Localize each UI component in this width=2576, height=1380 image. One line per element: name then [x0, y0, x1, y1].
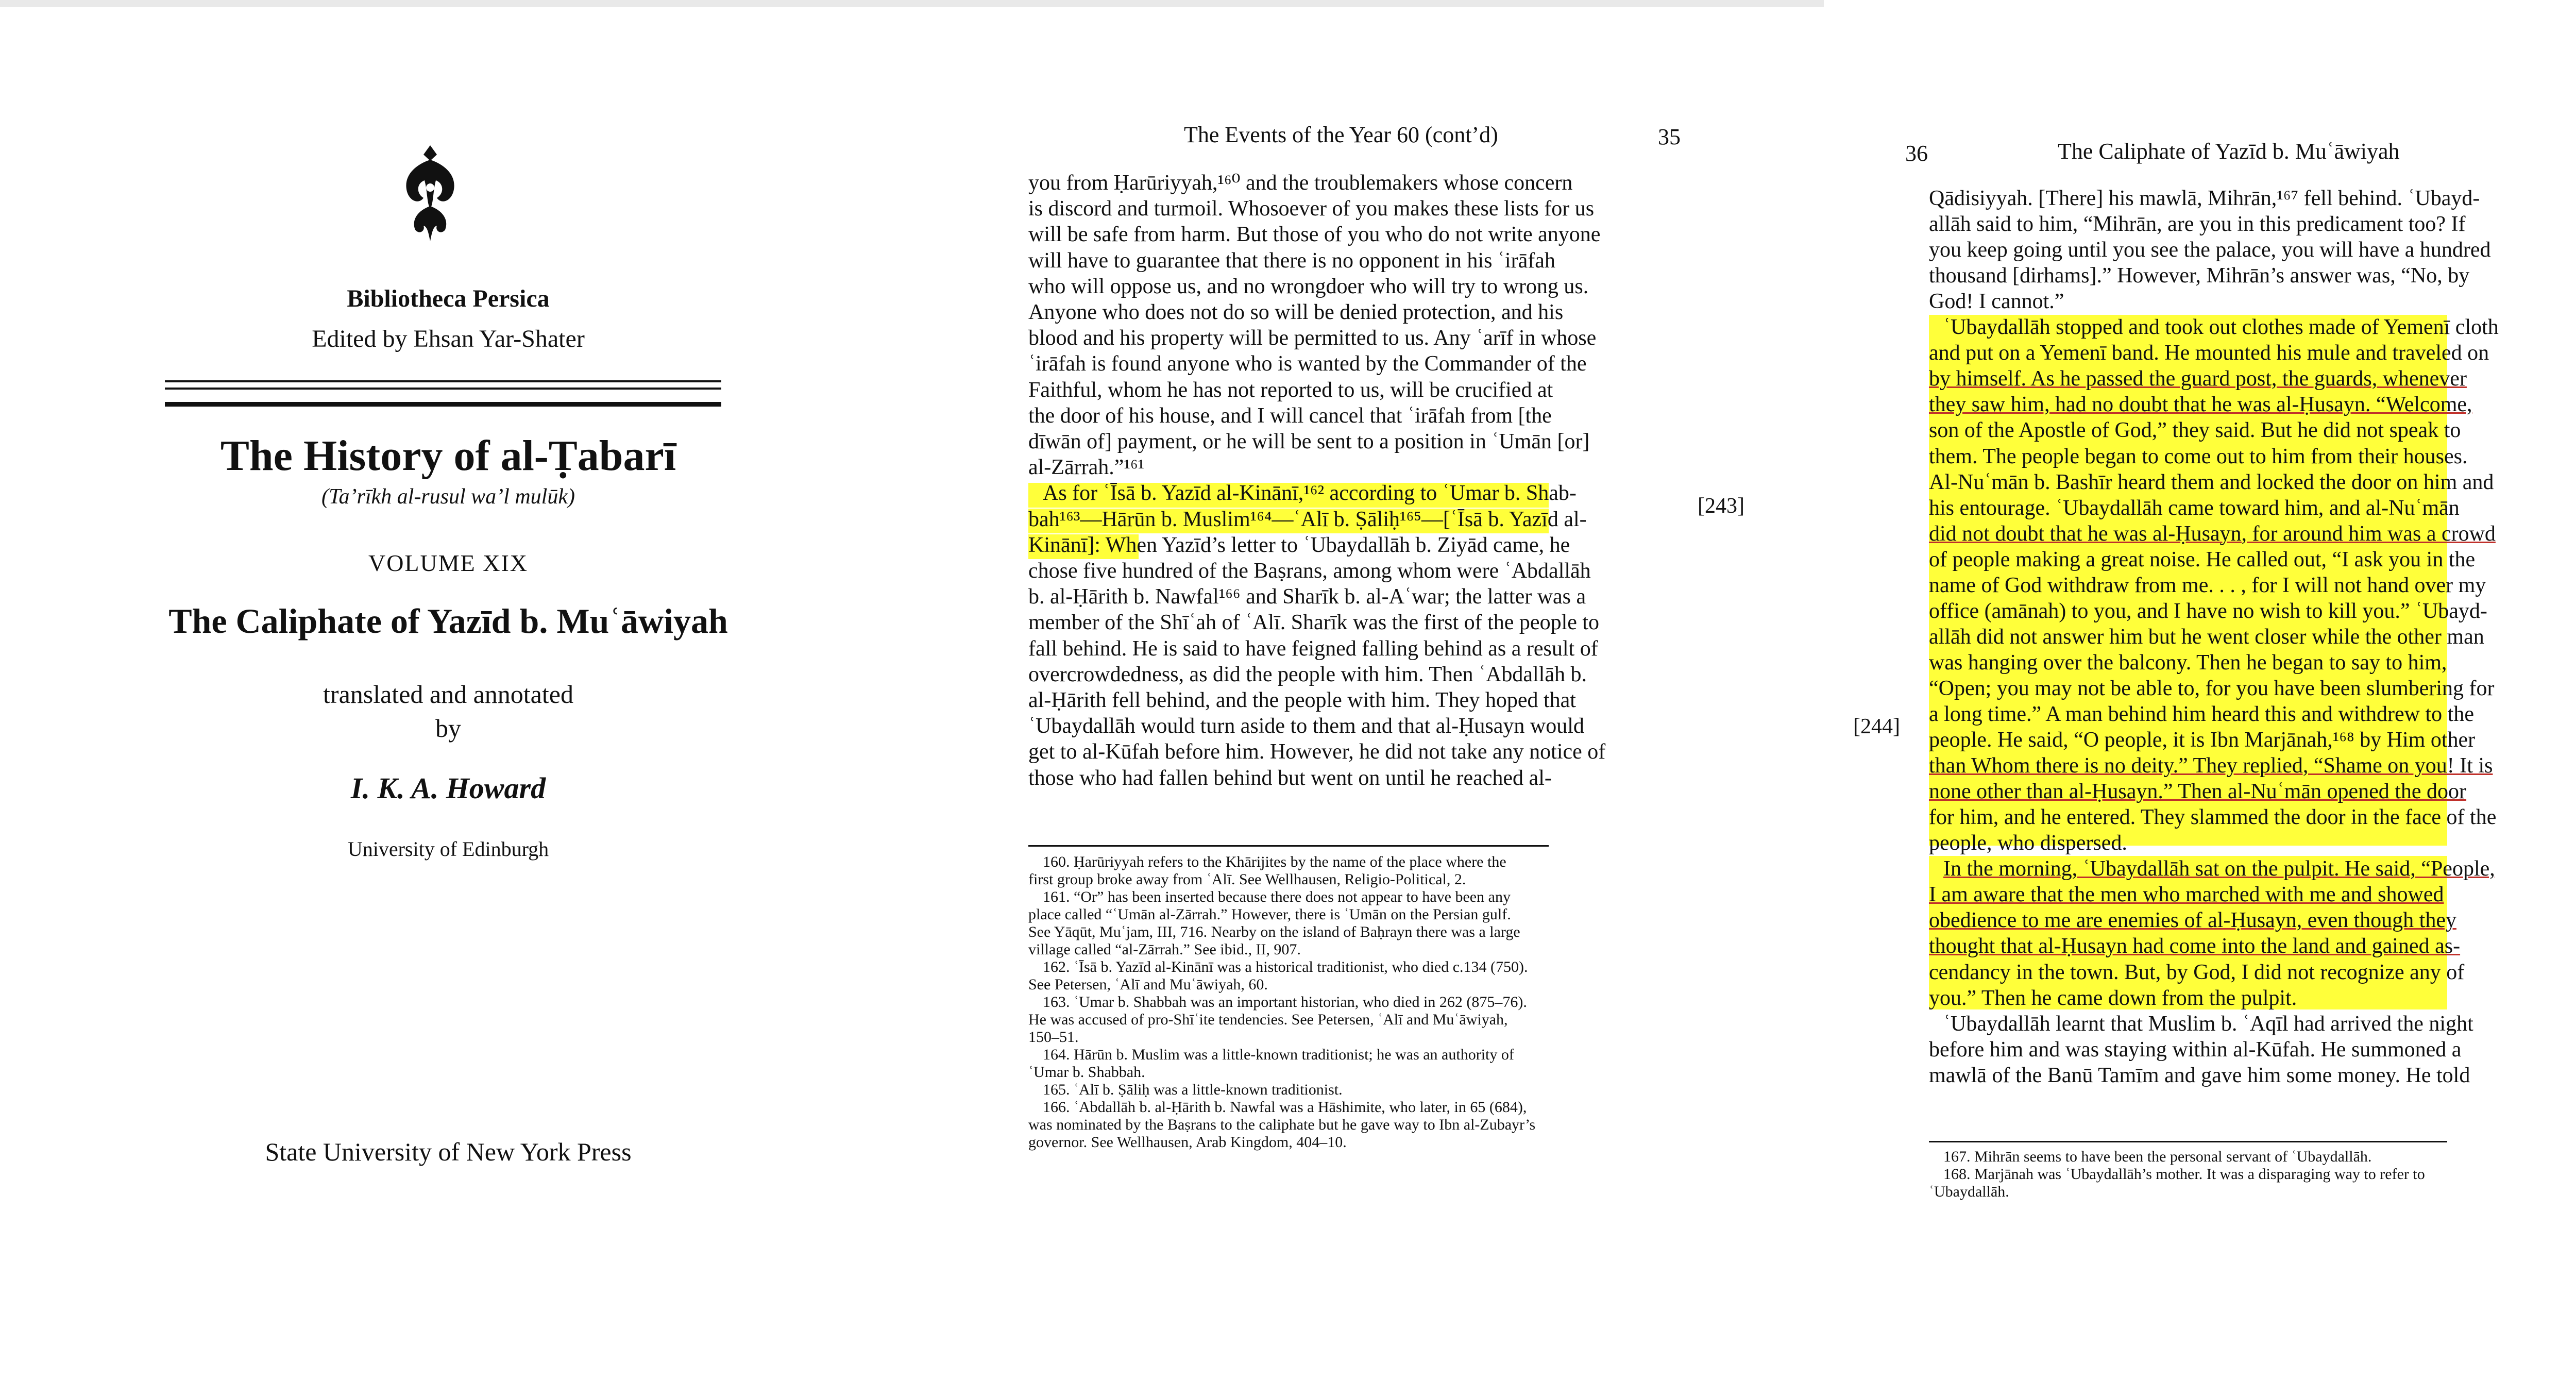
text-line: they saw him, had no doubt that he was al-Ḥusayn. “Welcome,	[1929, 393, 2472, 417]
title-rule-bottom	[165, 402, 721, 407]
text-line: for him, and he entered. They slammed the door in the face of the	[1929, 805, 2497, 830]
text-line: obedience to me are enemies of al-Ḥusayn, even though they	[1929, 908, 2456, 933]
footnote-line: 164. Hārūn b. Muslim was a little-known traditionist; he was an authority of	[1043, 1046, 1514, 1063]
text-line: office (amānah) to you, and I have no wish to kill you.” ʿUbayd-	[1929, 599, 2487, 623]
text-line: blood and his property will be permitted to us. Any ʿarīf in whose	[1028, 326, 1597, 350]
footnote-line: 160. Ḥarūriyyah refers to the Khārijites by the name of the place where the	[1043, 853, 1506, 870]
text-line: ʿUbaydallāh learnt that Muslim b. ʿAqīl had arrived the night	[1943, 1012, 2473, 1036]
footnote-line: 150–51.	[1028, 1029, 1079, 1046]
footnote-line: 168. Marjānah was ʿUbaydallāh’s mother. It was a disparaging way to refer to	[1943, 1166, 2425, 1183]
book-title: The History of al-Ṭabarī	[220, 432, 676, 480]
text-line: his entourage. ʿUbaydallāh came toward him, and al-Nuʿmān	[1929, 496, 2460, 520]
volume-label: VOLUME XIX	[368, 550, 528, 576]
text-line: fall behind. He is said to have feigned falling behind as a result of	[1028, 636, 1598, 661]
text-line: will be safe from harm. But those of you who do not write anyone	[1028, 223, 1601, 247]
text-line: them. The people began to come out to him from their houses.	[1929, 444, 2468, 468]
text-line: a long time.” A man behind him heard this and withdrew to the	[1929, 702, 2474, 726]
page-36	[1824, 0, 2576, 1380]
text-line: you from Ḥarūriyyah,¹⁶⁰ and the troublemakers whose concern	[1028, 171, 1573, 195]
text-line: I am aware that the men who marched with me and showed	[1929, 883, 2444, 907]
footnote-rule	[1929, 1141, 2447, 1142]
text-line: ʿirāfah is found anyone who is wanted by the Commander of the	[1028, 352, 1587, 376]
footnote-line: 165. ʿAlī b. Ṣāliḥ was a little-known traditionist.	[1043, 1081, 1343, 1098]
text-line: In the morning, ʿUbaydallāh sat on the pulpit. He said, “People,	[1943, 857, 2495, 881]
footnote-line: first group broke away from ʿAlī. See Wellhausen, Religio-Political, 2.	[1028, 871, 1466, 888]
footnote-line: 162. ʿĪsā b. Yazīd al-Kinānī was a historical traditionist, who died c.134 (750).	[1043, 958, 1528, 975]
running-header: The Caliphate of Yazīd b. Muʿāwiyah	[2058, 139, 2400, 164]
footnote-line: 166. ʿAbdallāh b. al-Ḥārith b. Nawfal was a Hāshimite, who later, in 65 (684),	[1043, 1099, 1527, 1116]
text-line: thousand [dirhams].” However, Mihrān’s answer was, “No, by	[1929, 264, 2470, 288]
ornament-icon	[397, 144, 464, 242]
footnote-line: See Yāqūt, Muʿjam, III, 716. Nearby on the island of Baḥrayn there was a large	[1028, 923, 1520, 940]
running-header: The Events of the Year 60 (cont’d)	[1184, 122, 1498, 147]
text-line: allāh said to him, “Mihrān, are you in this predicament too? If	[1929, 212, 2466, 237]
text-line: and put on a Yemenī band. He mounted his mule and traveled on	[1929, 341, 2489, 365]
page-number: 35	[1658, 124, 1681, 149]
text-line: son of the Apostle of God,” they said. But he did not speak to	[1929, 418, 2461, 443]
editor-line: Edited by Ehsan Yar-Shater	[312, 325, 585, 352]
text-line: before him and was staying within al-Kūfah. He summoned a	[1929, 1037, 2462, 1062]
footnote-line: village called “al-Zārrah.” See ibid., II, 907.	[1028, 941, 1301, 958]
margin-page-ref: [243]	[1698, 494, 1744, 518]
book-subtitle: (Ta’rīkh al-rusul wa’l mulūk)	[321, 485, 575, 509]
page-35	[896, 0, 1824, 1380]
author-name: I. K. A. Howard	[350, 771, 546, 805]
text-line: you keep going until you see the palace, you will have a hundred	[1929, 238, 2491, 262]
text-line: overcrowdedness, as did the people with him. Then ʿAbdallāh b.	[1028, 662, 1587, 686]
footnote-line: ʿUmar b. Shabbah.	[1028, 1064, 1145, 1081]
text-line: people. He said, “O people, it is Ibn Marjānah,¹⁶⁸ by Him other	[1929, 728, 2476, 752]
text-line: who will oppose us, and no wrongdoer who will try to wrong us.	[1028, 274, 1589, 298]
footnote-line: governor. See Wellhausen, Arab Kingdom, 404–10.	[1028, 1134, 1347, 1151]
text-line: chose five hundred of the Baṣrans, among whom were ʿAbdallāh	[1028, 559, 1591, 583]
footnote-line: 167. Mihrān seems to have been the personal servant of ʿUbaydallāh.	[1943, 1148, 2372, 1165]
footnote-line: He was accused of pro-Shīʿite tendencies. See Petersen, ʿAlī and Muʿāwiyah,	[1028, 1011, 1508, 1028]
title-rule-top	[165, 380, 721, 382]
text-line: is discord and turmoil. Whosoever of you makes these lists for us	[1028, 197, 1595, 221]
text-line: “Open; you may not be able to, for you have been slumbering for	[1929, 676, 2495, 700]
text-line: b. al-Ḥārith b. Nawfal¹⁶⁶ and Sharīk b. al-Aʿwar; the latter was a	[1028, 585, 1586, 609]
series-name: Bibliotheca Persica	[347, 285, 550, 312]
text-line: than Whom there is no deity.” They replied, “Shame on you! It is	[1929, 754, 2493, 778]
university-name: University of Edinburgh	[347, 837, 549, 861]
text-line: Anyone who does not do so will be denied protection, and his	[1028, 300, 1564, 324]
publisher-name: State University of New York Press	[265, 1137, 632, 1166]
volume-title: The Caliphate of Yazīd b. Muʿāwiyah	[168, 601, 728, 641]
footnote-line: place called “ʿUmān al-Zārrah.” However, there is ʿUmān on the Persian gulf.	[1028, 906, 1511, 923]
text-line: people, who dispersed.	[1929, 831, 2127, 855]
text-line: ʿUbaydallāh would turn aside to them and that al-Ḥusayn would	[1028, 714, 1584, 738]
text-line: God! I cannot.”	[1929, 290, 2064, 314]
text-line: name of God withdraw from me. . . , for I will not hand over my	[1929, 573, 2486, 597]
text-line: by himself. As he passed the guard post, the guards, whenever	[1929, 367, 2467, 391]
translated-line: translated and annotated	[323, 680, 573, 709]
text-line: mawlā of the Banū Tamīm and gave him some money. He told	[1929, 1063, 2470, 1087]
sheet-edge	[0, 0, 896, 7]
sheet-edge	[896, 0, 1824, 7]
footnote-line: See Petersen, ʿAlī and Muʿāwiyah, 60.	[1028, 976, 1268, 993]
text-line: Faithful, whom he has not reported to us, will be crucified at	[1028, 378, 1553, 402]
text-line: you.” Then he came down from the pulpit.	[1929, 986, 2297, 1010]
text-line: As for ʿĪsā b. Yazīd al-Kinānī,¹⁶² according to ʿUmar b. Shab-	[1043, 481, 1577, 506]
footnote-rule	[1028, 845, 1549, 847]
text-line: cendancy in the town. But, by God, I did not recognize any of	[1929, 960, 2465, 984]
text-line: thought that al-Ḥusayn had come into the land and gained as-	[1929, 934, 2461, 958]
text-line: al-Ḥārith fell behind, and the people with him. They hoped that	[1028, 688, 1576, 712]
text-line: member of the Shīʿah of ʿAlī. Sharīk was the first of the people to	[1028, 611, 1600, 635]
text-line: ʿUbaydallāh stopped and took out clothes made of Yemenī cloth	[1943, 315, 2499, 340]
text-line: those who had fallen behind but went on until he reached al-	[1028, 766, 1552, 790]
text-line: al-Zārrah.”¹⁶¹	[1028, 456, 1145, 480]
text-line: Qādisiyyah. [There] his mawlā, Mihrān,¹⁶⁷ fell behind. ʿUbayd-	[1929, 187, 2480, 210]
text-line: will have to guarantee that there is no opponent in his ʿirāfah	[1028, 248, 1555, 273]
text-line: dīwān of] payment, or he will be sent to a position in ʿUmān [or]	[1028, 430, 1590, 453]
text-line: allāh did not answer him but he went closer while the other man	[1929, 625, 2484, 649]
page-number: 36	[1905, 141, 1928, 166]
text-line: bah¹⁶³—Hārūn b. Muslim¹⁶⁴—ʿAlī b. Ṣāliḥ¹⁶⁵—[ʿĪsā b. Yazīd al-	[1028, 507, 1587, 531]
text-line: get to al-Kūfah before him. However, he did not take any notice of	[1028, 740, 1606, 764]
footnote-line: 161. “Or” has been inserted because there does not appear to have been any	[1043, 888, 1511, 905]
text-line: the door of his house, and I will cancel that ʿirāfah from [the	[1028, 403, 1552, 428]
footnote-line: was nominated by the Baṣrans to the caliphate but he gave way to Ibn al-Zubayr’s	[1028, 1116, 1536, 1133]
footnote-line: 163. ʿUmar b. Shabbah was an important historian, who died in 262 (875–76).	[1043, 994, 1527, 1011]
text-line: Kinānī]: When Yazīd’s letter to ʿUbaydallāh b. Ziyād came, he	[1028, 533, 1570, 557]
text-line: was hanging over the balcony. Then he began to say to him,	[1929, 650, 2447, 675]
text-line: of people making a great noise. He called out, “I ask you in the	[1929, 547, 2476, 571]
title-rule-mid	[165, 388, 721, 390]
margin-page-ref: [244]	[1853, 715, 1900, 738]
by-line: by	[435, 714, 461, 743]
text-line: none other than al-Ḥusayn.” Then al-Nuʿmān opened the door	[1929, 780, 2467, 804]
footnote-line: ʿUbaydallāh.	[1929, 1183, 2009, 1200]
text-line: did not doubt that he was al-Ḥusayn, for around him was a crowd	[1929, 521, 2496, 546]
text-line: Al-Nuʿmān b. Bashīr heard them and locked the door on him and	[1929, 470, 2494, 494]
title-page	[0, 0, 896, 1380]
